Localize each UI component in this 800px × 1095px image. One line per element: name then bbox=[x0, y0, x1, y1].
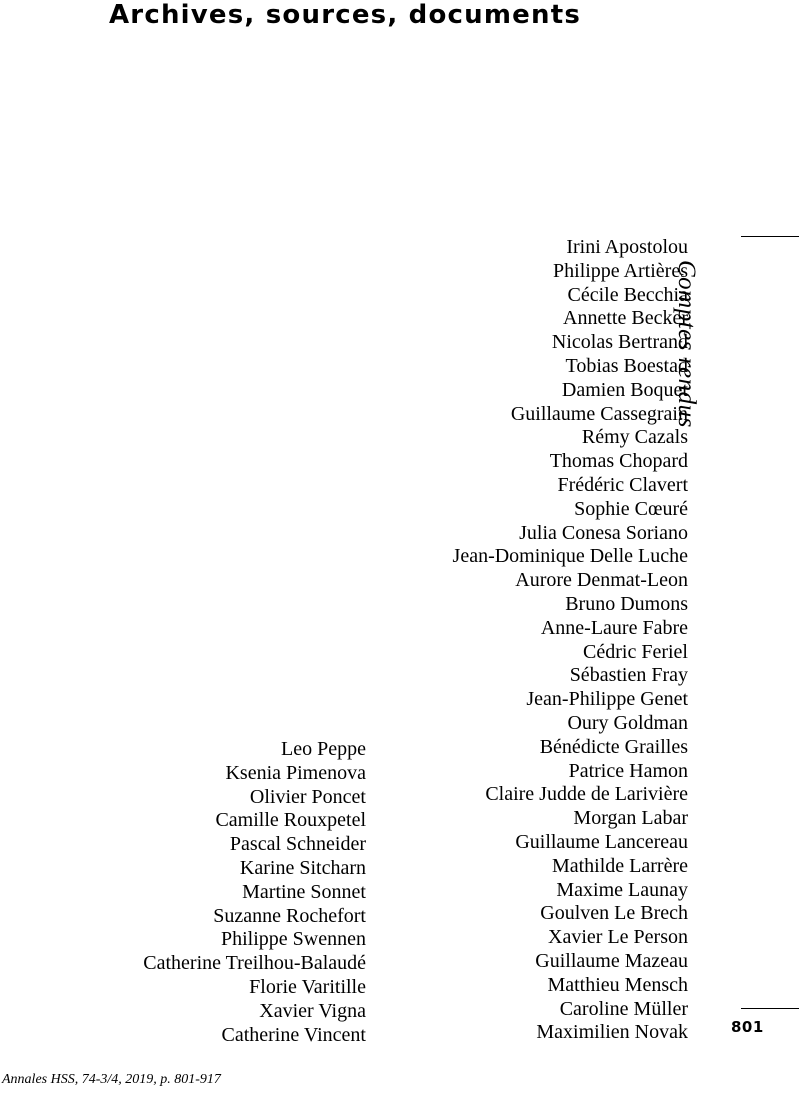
contributor-name: Bruno Dumons bbox=[565, 592, 688, 615]
contributor-name: Cécile Becchia bbox=[567, 283, 688, 306]
contributor-name: Maxime Launay bbox=[556, 878, 688, 901]
contributor-name: Thomas Chopard bbox=[549, 450, 688, 473]
contributor-name: Suzanne Rochefort bbox=[213, 904, 366, 927]
contributor-name: Aurore Denmat-Leon bbox=[515, 569, 688, 592]
contributor-name: Guillaume Mazeau bbox=[535, 949, 688, 972]
contributor-name: Guillaume Lancereau bbox=[515, 830, 688, 853]
section-label: Comptes rendus bbox=[673, 260, 700, 428]
page-number: 801 bbox=[731, 1018, 764, 1036]
contributor-name: Matthieu Mensch bbox=[547, 973, 688, 996]
contributor-name: Tobias Boestad bbox=[565, 354, 688, 377]
contributor-name: Irini Apostolou bbox=[566, 236, 688, 258]
contributor-name: Frédéric Clavert bbox=[557, 473, 688, 496]
contributor-name: Sophie Cœuré bbox=[574, 497, 688, 520]
contributor-name: Claire Judde de Larivière bbox=[485, 783, 688, 806]
contributor-name: Karine Sitcharn bbox=[239, 856, 366, 879]
section-rule-top bbox=[741, 236, 799, 237]
contributor-column-left bbox=[60, 738, 366, 1047]
contributor-name: Caroline Müller bbox=[559, 997, 688, 1020]
contributor-name: Bénédicte Grailles bbox=[539, 735, 688, 758]
journal-footer: Annales HSS, 74-3/4, 2019, p. 801-917 bbox=[2, 1072, 221, 1087]
contributor-name: Oury Goldman bbox=[567, 711, 688, 734]
contributor-name: Olivier Poncet bbox=[249, 785, 366, 808]
contributor-name: Pascal Schneider bbox=[229, 833, 366, 856]
contributor-name: Morgan Labar bbox=[573, 807, 688, 830]
contributor-name: Nicolas Bertrand bbox=[551, 331, 688, 354]
contributor-name: Guillaume Cassegrain bbox=[510, 402, 688, 425]
contributor-name: Anne-Laure Fabre bbox=[540, 616, 688, 639]
contributor-name: Camille Rouxpetel bbox=[215, 809, 366, 832]
contributor-name: Jean-Philippe Genet bbox=[526, 688, 688, 711]
contributor-name: Julia Conesa Soriano bbox=[519, 521, 688, 544]
page-title: Archives, sources, documents bbox=[108, 0, 582, 30]
contributor-name: Patrice Hamon bbox=[568, 759, 688, 782]
contributor-name: Leo Peppe bbox=[281, 738, 366, 760]
contributor-name: Maximilien Novak bbox=[536, 1021, 688, 1044]
contributor-name: Catherine Vincent bbox=[221, 1023, 366, 1046]
contributor-name: Jean-Dominique Delle Luche bbox=[452, 545, 688, 568]
contributor-name: Goulven Le Brech bbox=[540, 902, 688, 925]
contributor-name: Cédric Feriel bbox=[583, 640, 688, 663]
contributor-name: Mathilde Larrère bbox=[551, 854, 688, 877]
contributor-name: Martine Sonnet bbox=[242, 880, 366, 903]
contributor-name: Xavier Vigna bbox=[259, 999, 366, 1022]
section-rule-bottom bbox=[741, 1008, 799, 1009]
contributor-name: Philippe Swennen bbox=[221, 928, 366, 951]
contributor-name: Damien Boquet bbox=[561, 378, 688, 401]
contributor-name: Rémy Cazals bbox=[581, 426, 688, 449]
contributor-name: Annette Becker bbox=[563, 307, 688, 330]
contributor-name: Sébastien Fray bbox=[569, 664, 688, 687]
contributor-name: Catherine Treilhou-Balaudé bbox=[143, 952, 366, 975]
contributor-name: Ksenia Pimenova bbox=[225, 761, 366, 784]
contributor-name: Xavier Le Person bbox=[548, 926, 688, 949]
contributor-column-right bbox=[360, 236, 688, 1045]
contributor-name: Philippe Artières bbox=[553, 259, 688, 282]
contributor-name: Florie Varitille bbox=[249, 975, 366, 998]
